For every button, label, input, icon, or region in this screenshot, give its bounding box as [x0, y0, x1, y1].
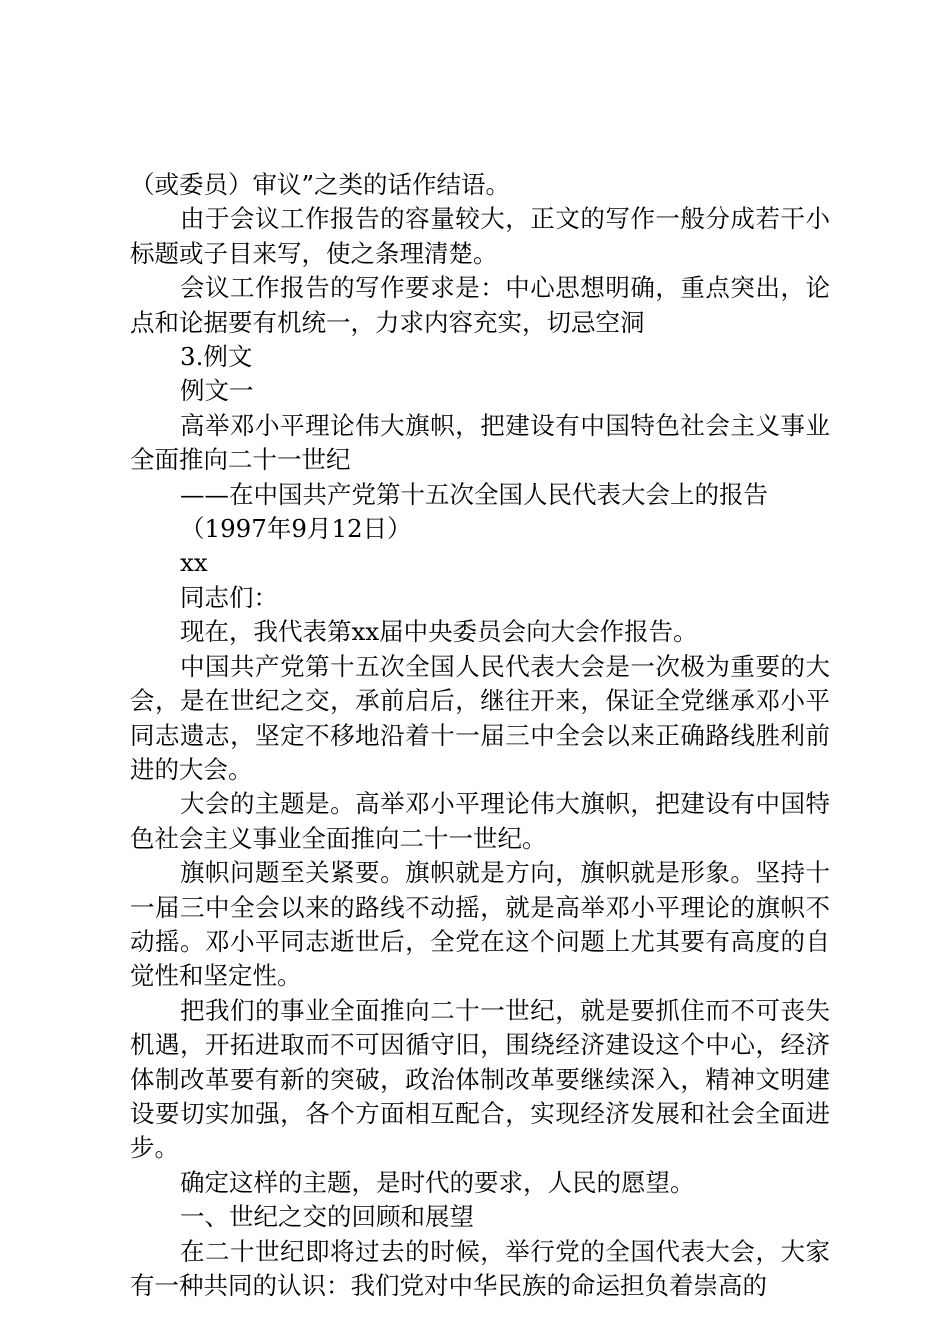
body-paragraph: 由于会议工作报告的容量较大，正文的写作一般分成若干小标题或子目来写，使之条理清楚。 [130, 204, 830, 268]
body-paragraph: 一、世纪之交的回顾和展望 [180, 1202, 474, 1232]
body-paragraph: 把我们的事业全面推向二十一世纪，就是要抓住而不可丧失机遇，开拓进取而不可因循守旧，围绕经济建设这个中心，经济体制改革要有新的突破，政治体制改革要继续深入，精神文明建设要切实加强，各个方面相互配合，实现经济发展和社会全面进步。 [130, 995, 830, 1163]
body-paragraph: 同志们： [180, 582, 278, 612]
body-paragraph: （1997年9月12日） [180, 514, 412, 544]
document-body [130, 168, 830, 1303]
body-paragraph: 大会的主题是。高举邓小平理论伟大旗帜，把建设有中国特色社会主义事业全面推向二十一世纪。 [130, 789, 830, 853]
body-paragraph: xx [180, 548, 208, 578]
body-paragraph: 现在，我代表第xx届中央委员会向大会作报告。 [180, 617, 698, 647]
body-paragraph: 例文一 [180, 376, 254, 406]
body-paragraph: 3.例文 [180, 342, 253, 372]
body-paragraph: 会议工作报告的写作要求是：中心思想明确，重点突出，论点和论据要有机统一，力求内容充实，切忌空洞 [130, 273, 830, 337]
body-paragraph: 确定这样的主题，是时代的要求，人民的愿望。 [180, 1167, 695, 1197]
body-paragraph: ——在中国共产党第十五次全国人民代表大会上的报告 [180, 479, 768, 509]
body-paragraph: 旗帜问题至关紧要。旗帜就是方向，旗帜就是形象。坚持十一届三中全会以来的路线不动摇，就是高举邓小平理论的旗帜不动摇。邓小平同志逝世后，全党在这个问题上尤其要有高度的自觉性和坚定性。 [130, 858, 830, 991]
body-paragraph: 高举邓小平理论伟大旗帜，把建设有中国特色社会主义事业全面推向二十一世纪 [130, 410, 830, 475]
body-paragraph: 在二十世纪即将过去的时候，举行党的全国代表大会，大家有一种共同的认识：我们党对中华民族的命运担负着崇高的 [130, 1236, 830, 1300]
body-paragraph: 中国共产党第十五次全国人民代表大会是一次极为重要的大会，是在世纪之交，承前启后，继往开来，保证全党继承邓小平同志遗志，坚定不移地沿着十一届三中全会以来正确路线胜利前进的大会。 [130, 651, 830, 784]
body-paragraph: （或委员）审议”之类的话作结语。 [130, 170, 511, 199]
